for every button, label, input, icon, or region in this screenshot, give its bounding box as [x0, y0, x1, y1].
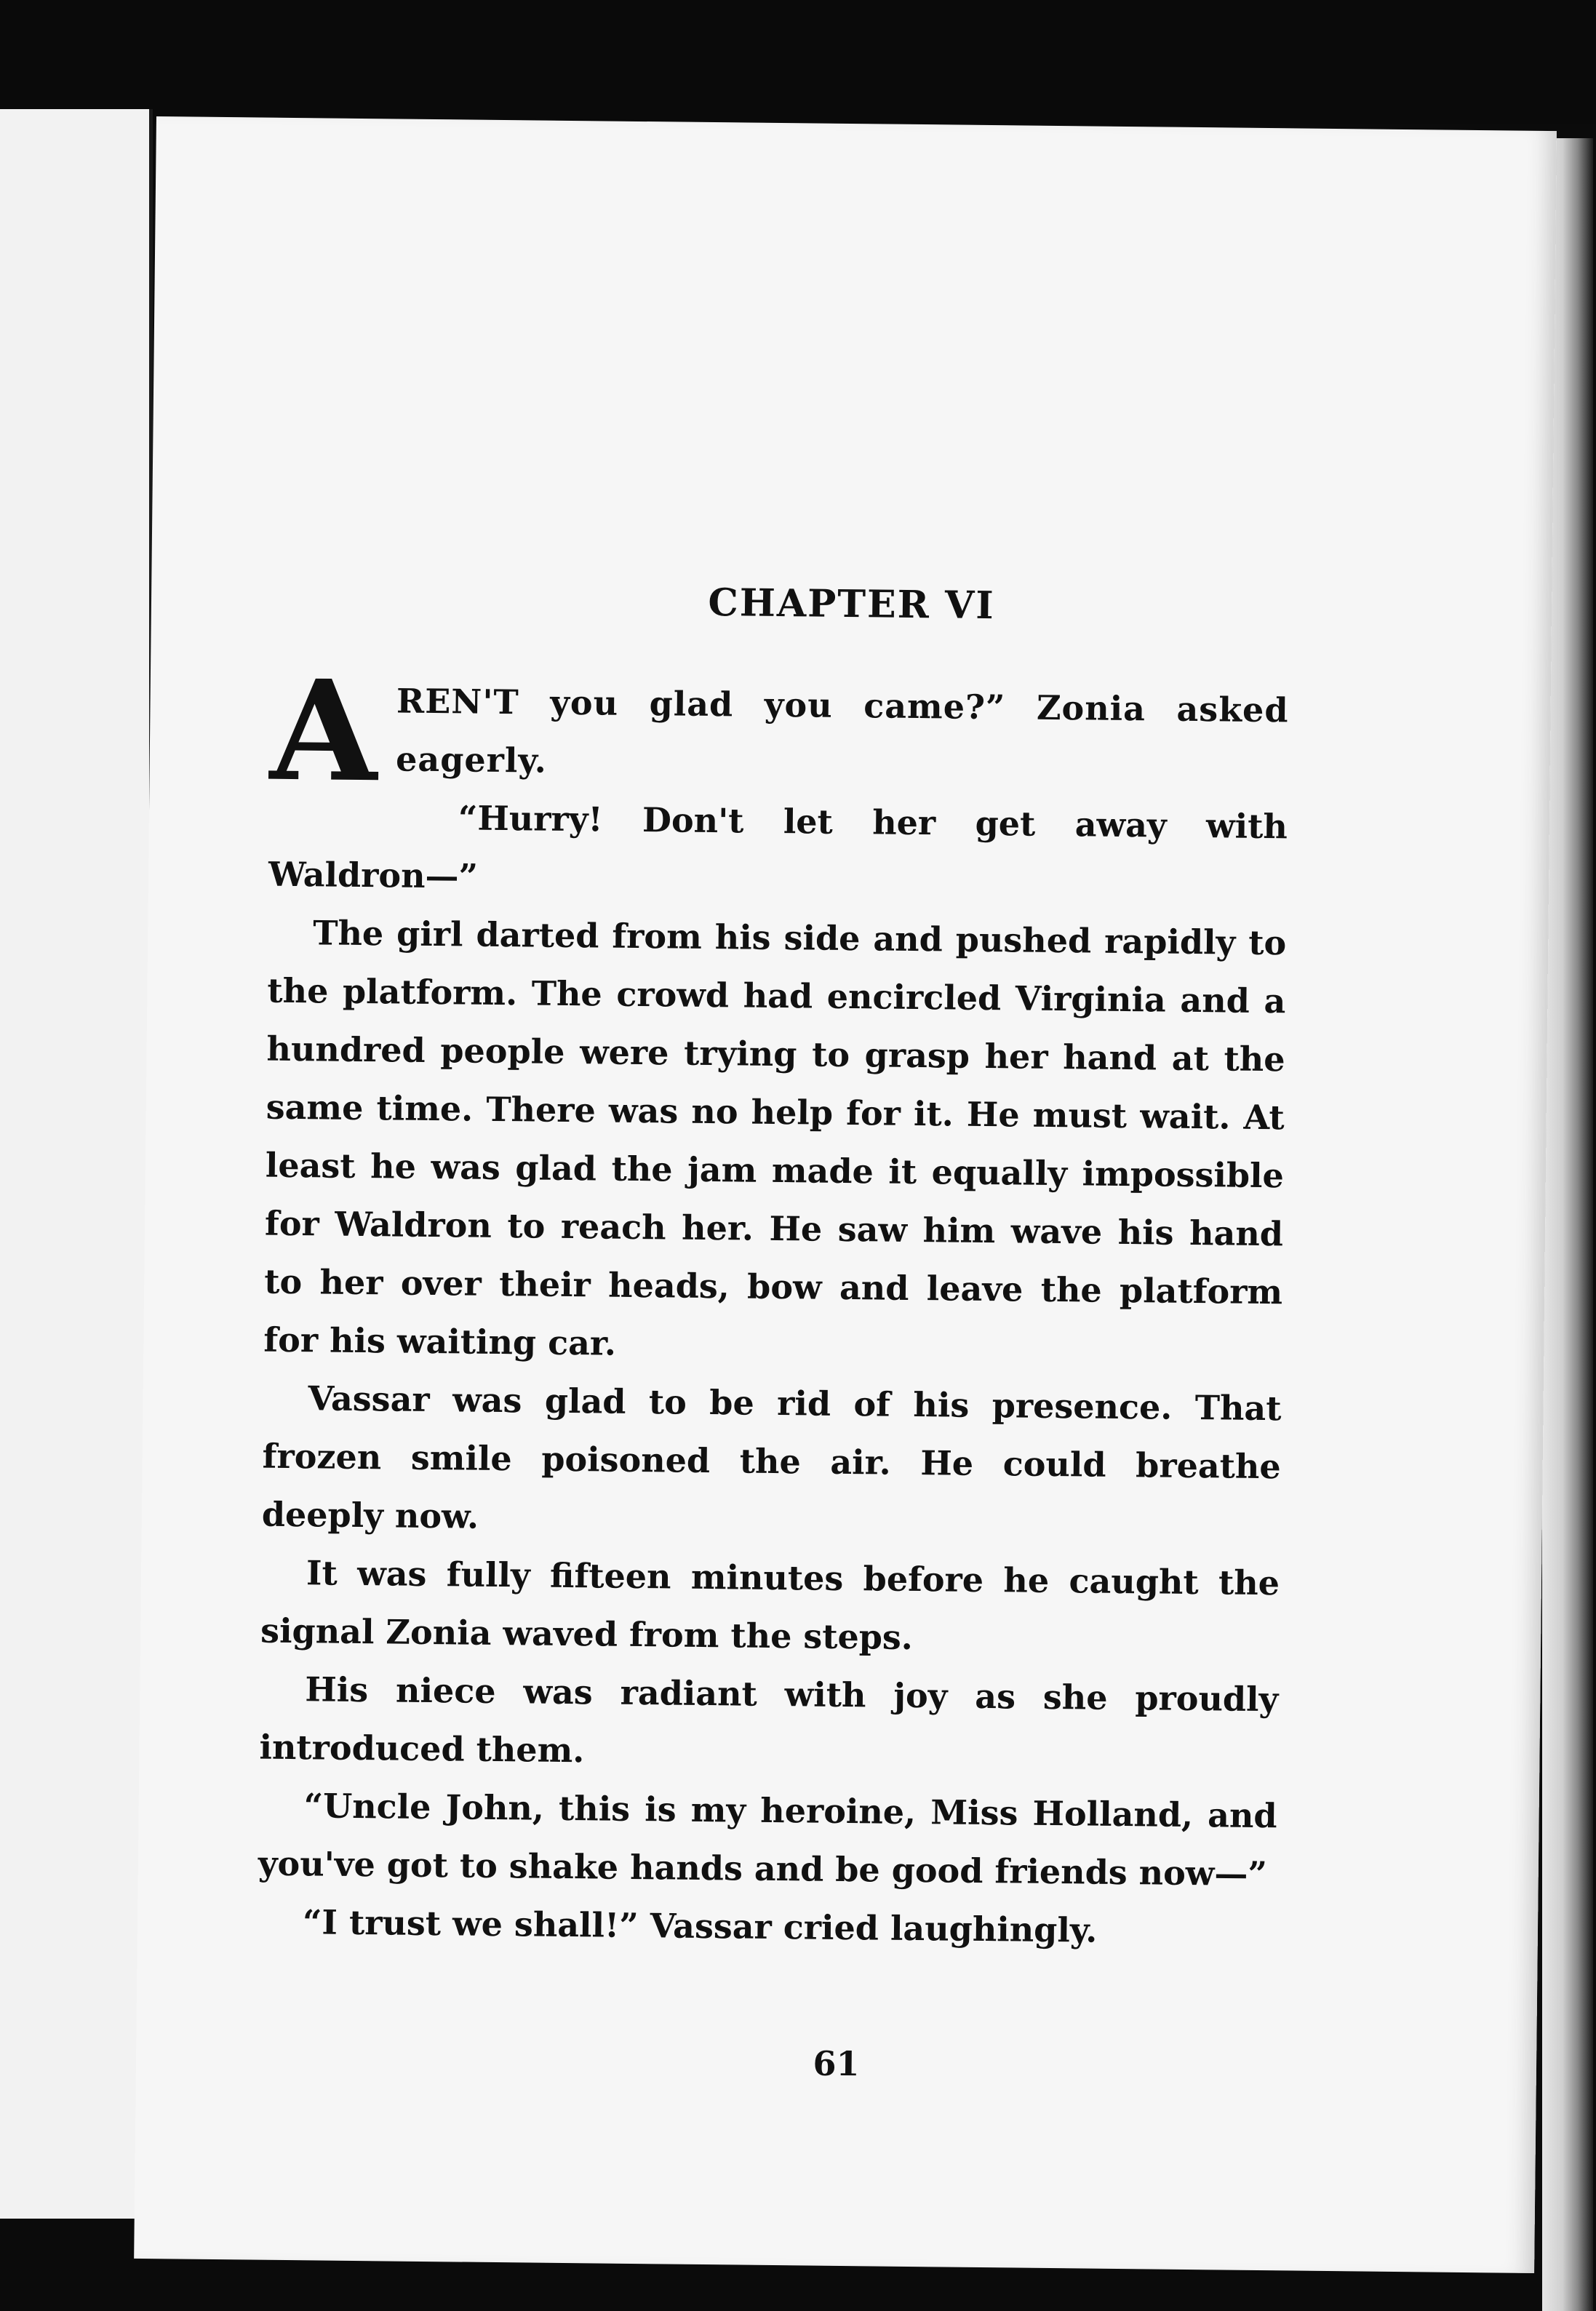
scan-background	[0, 0, 1596, 124]
paragraph-1-text: REN'T you glad you came?” Zonia asked eagerly.	[395, 681, 1289, 781]
paragraph-8: “I trust we shall!” Vassar cried laughingly.	[302, 1902, 1098, 1950]
paragraph-4: Vassar was glad to be rid of his presence. That frozen smile poisoned the air. He could breathe deeply now.	[261, 1378, 1282, 1536]
paragraph-1	[269, 649, 1289, 813]
paragraph-5: It was fully fifteen minutes before he caught the signal Zonia waved from the steps.	[260, 1553, 1280, 1658]
book-page	[134, 116, 1557, 2273]
paragraph-3: The girl darted from his side and pushed rapidly to the platform. The crowd had encircled Virginia and a hundred people were trying to grasp her hand at the same time. There was no help for it. He must wait. At least he was glad the jam made it equally impossible for Waldron to reach her. He saw him wave his hand to her over their heads, bow and leave the platform for his waiting car.	[263, 913, 1287, 1363]
paragraph-2: “Hurry! Don't let her get away with Waldron—”	[268, 798, 1288, 896]
paragraph-7: “Uncle John, this is my heroine, Miss Holland, and you've got to shake hands and be good friends now—”	[258, 1786, 1277, 1894]
paragraph-6: His niece was radiant with joy as she proudly introduced them.	[259, 1669, 1279, 1771]
chapter-heading: CHAPTER VI	[708, 580, 995, 628]
page-number: 61	[813, 2043, 860, 2084]
drop-cap: A	[269, 649, 378, 813]
body-text	[258, 649, 1289, 1962]
facing-page-edge	[0, 109, 153, 2219]
